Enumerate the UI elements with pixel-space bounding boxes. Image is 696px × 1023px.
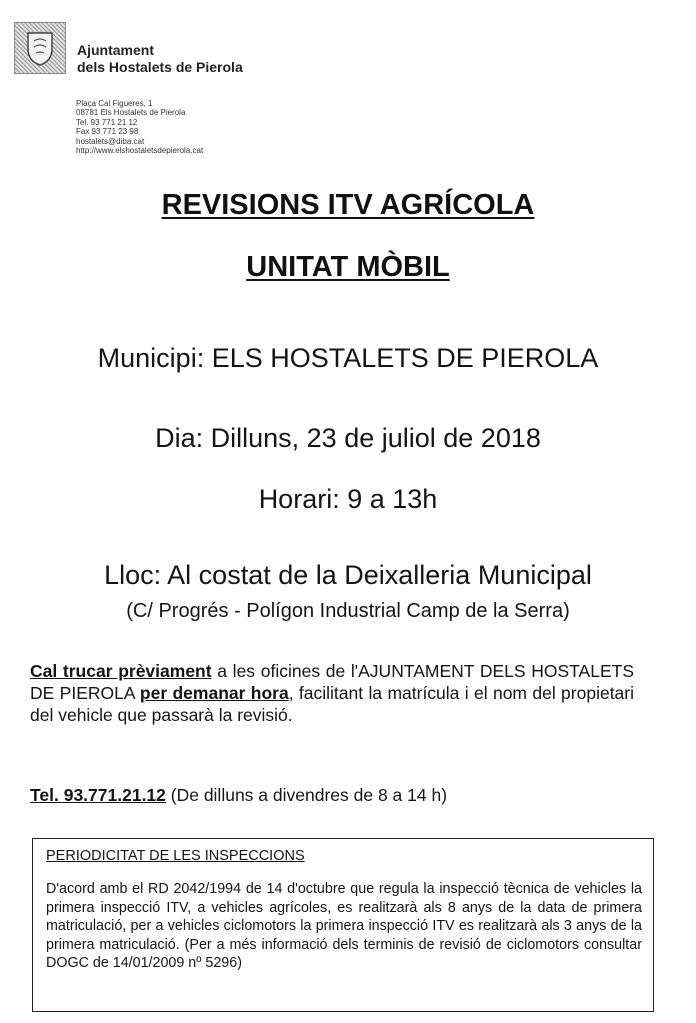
instructions-paragraph [30, 660, 634, 726]
org-line-2: dels Hostalets de Pierola [77, 59, 243, 75]
contact-address: Plaça Cal Figueres, 1 [76, 99, 153, 108]
title-revisions: REVISIONS ITV AGRÍCOLA [161, 189, 535, 221]
organization-name [77, 42, 243, 76]
org-line-1: Ajuntament [77, 42, 154, 58]
instructions-text-1: a les oficines de l'AJUNTAMENT DELS HOSTALETS DE PIEROLA [30, 661, 634, 703]
periodicity-title: PERIODICITAT DE LES INSPECCIONS [46, 848, 305, 864]
municipality-line: Municipi: ELS HOSTALETS DE PIEROLA [97, 343, 599, 373]
request-appointment-emphasis: per demanar hora [139, 683, 289, 703]
contact-website: http://www.elshostaletsdepierola.cat [76, 146, 204, 156]
phone-number: Tel. 93.771.21.12 [30, 785, 166, 805]
location-detail-line: (C/ Progrés - Polígon Industrial Camp de la Serra) [126, 600, 570, 622]
contact-postal: 08781 Els Hostalets de Pierola [76, 108, 186, 118]
date-line: Dia: Dilluns, 23 de juliol de 2018 [155, 423, 541, 453]
instructions-text-2: , facilitant la matrícula i el nom del propietari del vehicle que passarà la revisió. [30, 683, 635, 725]
periodicity-text: D'acord amb el RD 2042/1994 de 14 d'octubre que regula la inspecció tècnica de vehicles la primera inspecció ITV, a vehicles agrícoles, es realitzarà als 8 anys de la data de primera matriculació, per a vehicles ciclomotors la primera inspecció ITV es realitzarà als 3 anys de la primera matriculació. (Per a més informació dels terminis de revisió de ciclomotors consultar DOGC de 14/01/2009 nº 5296) [46, 881, 642, 972]
contact-fax: Fax 93 771 23 98 [76, 127, 139, 137]
location-line: Lloc: Al costat de la Deixalleria Municipal [104, 560, 592, 590]
periodicity-box [32, 838, 654, 1012]
title-mobile-unit: UNITAT MÒBIL [246, 251, 450, 283]
schedule-line: Horari: 9 a 13h [258, 484, 438, 514]
phone-hours: (De dilluns a divendres de 8 a 14 h) [165, 785, 448, 805]
phone-line [30, 785, 447, 806]
contact-phone: Tel. 93 771 21 12 [76, 117, 138, 127]
contact-email: hostalets@diba.cat [76, 136, 145, 146]
call-ahead-emphasis: Cal trucar prèviament [30, 661, 212, 681]
municipal-seal-logo [14, 22, 66, 74]
contact-block [76, 99, 203, 155]
